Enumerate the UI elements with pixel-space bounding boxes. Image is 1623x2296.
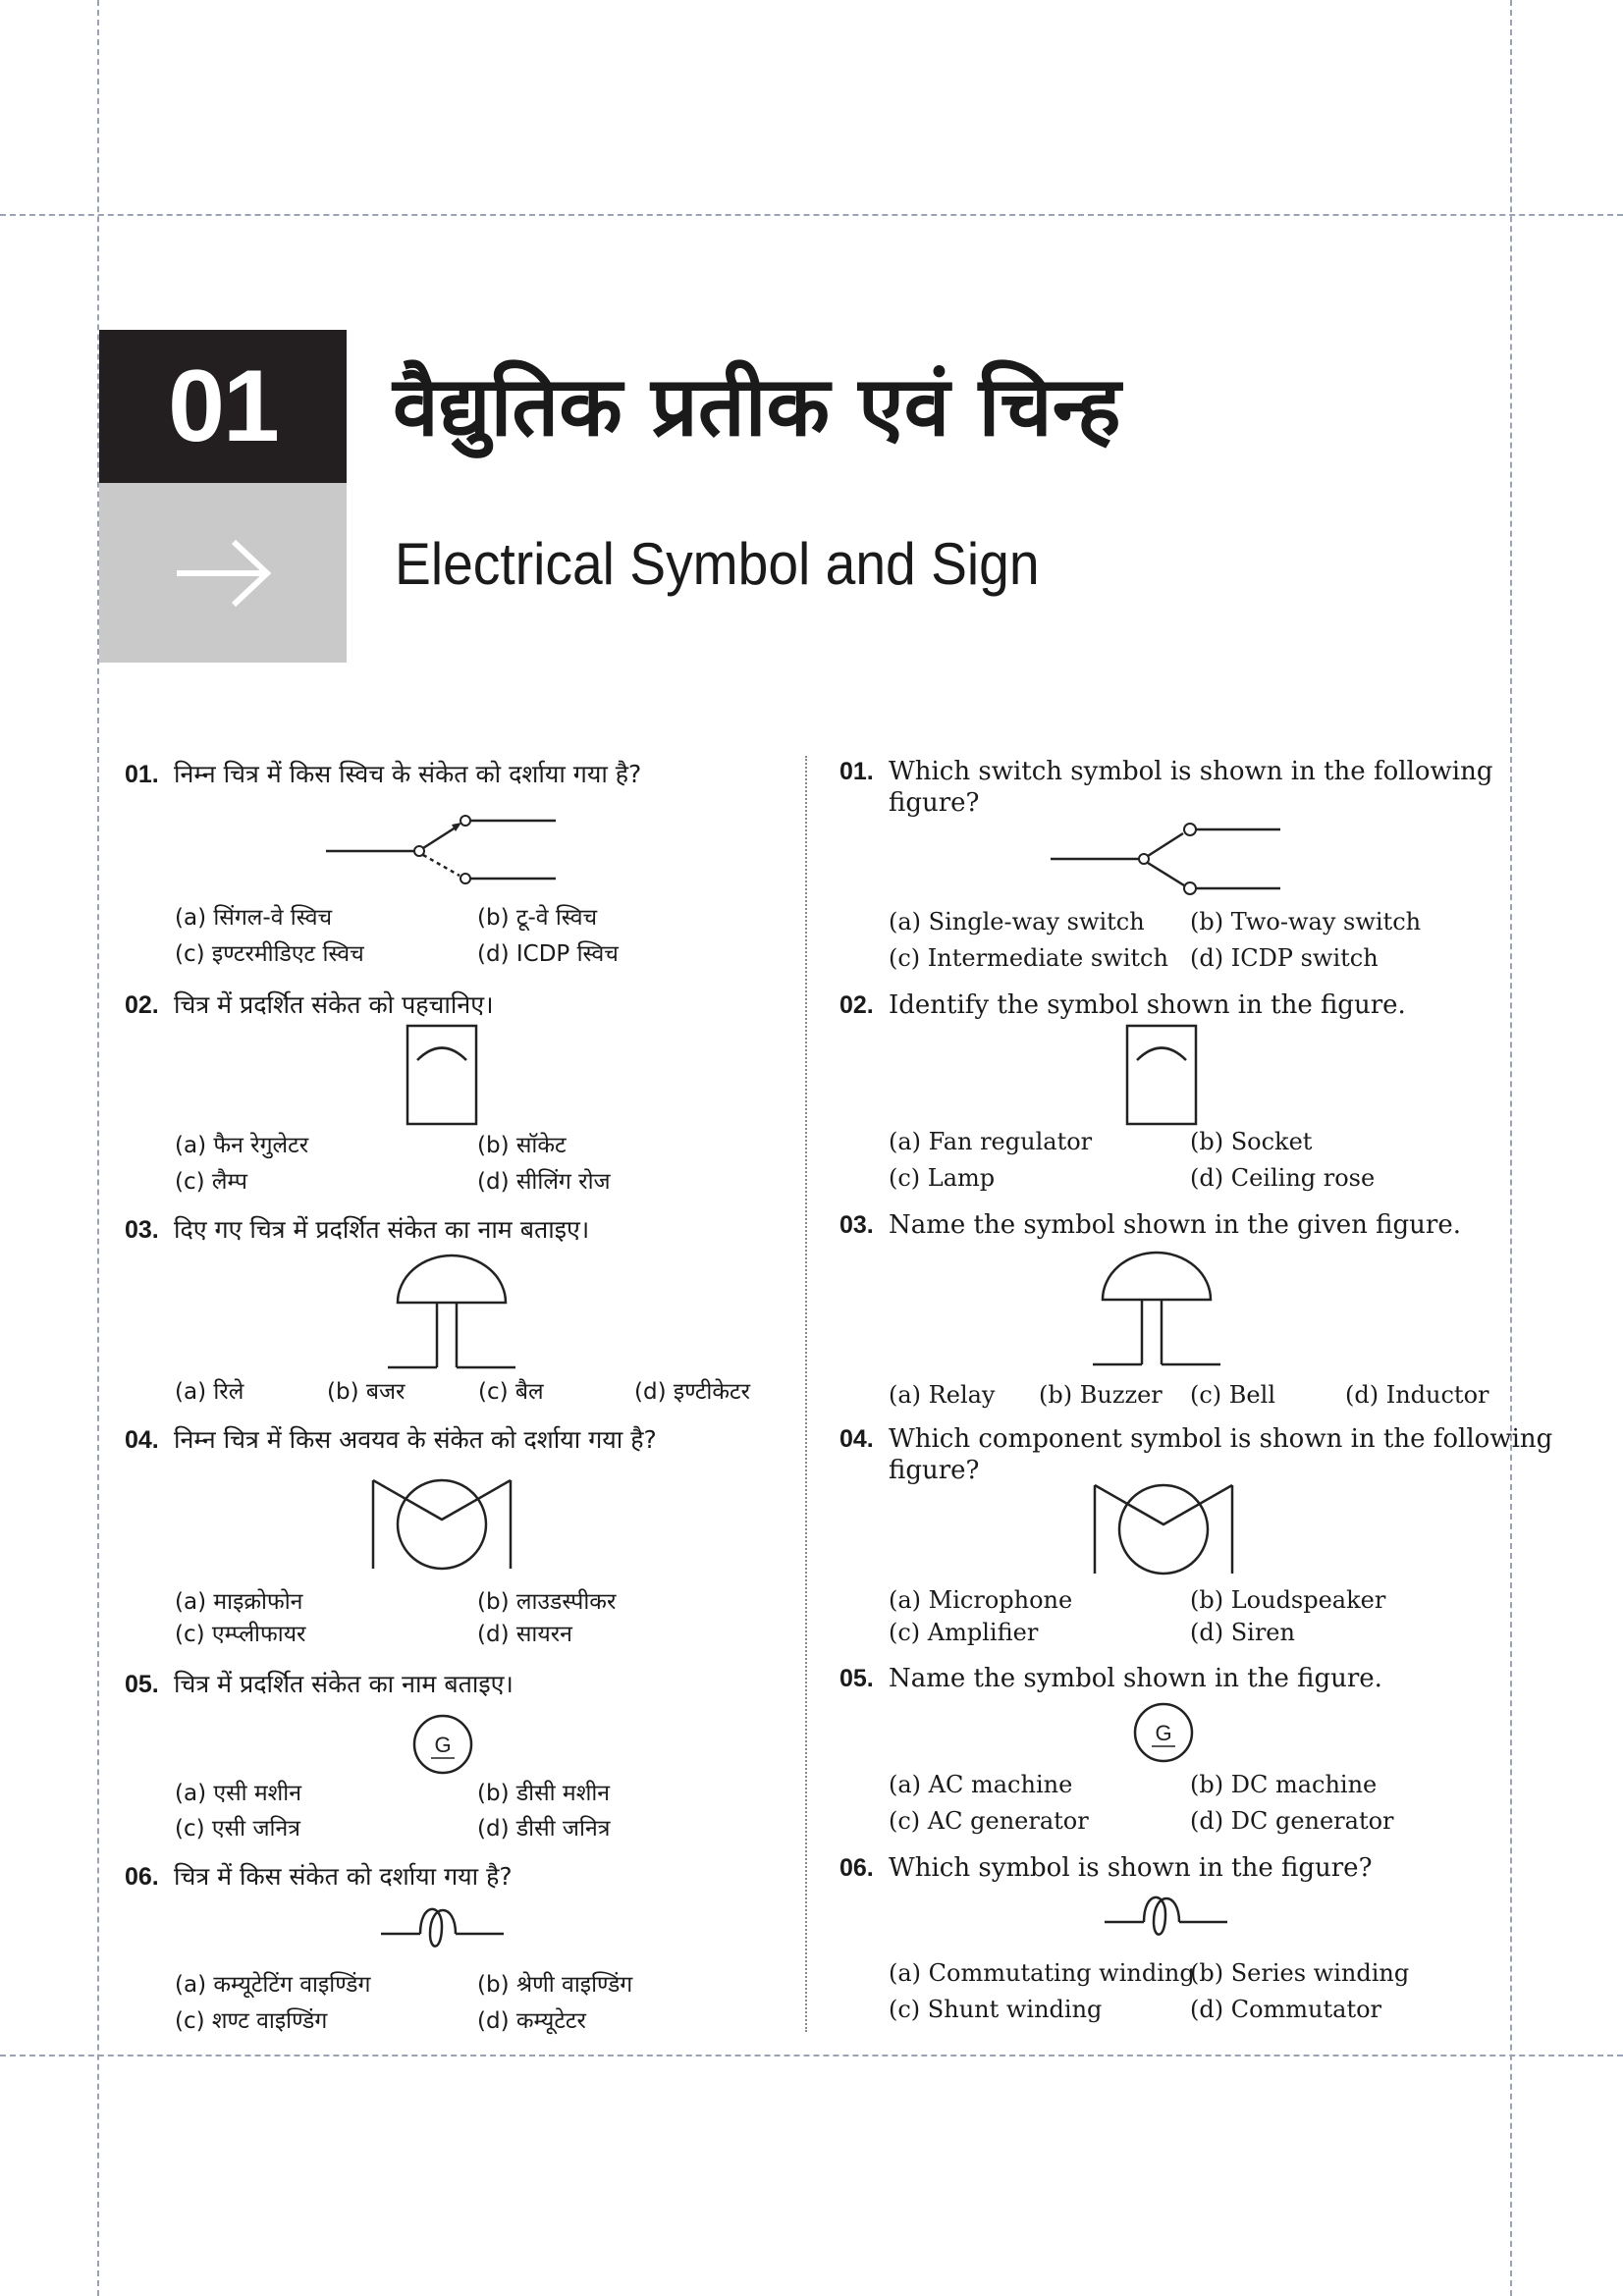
option: (b) सॉकेट (477, 1133, 567, 1158)
question-number: 06. (125, 1863, 159, 1891)
english-question-5 (839, 1663, 1382, 1694)
option: (a) Commutating winding (889, 1959, 1195, 1987)
bell-symbol-hindi (388, 1252, 515, 1374)
chapter-arrow-block (99, 483, 347, 663)
option: (c) AC generator (889, 1807, 1089, 1835)
question-number: 04. (125, 1426, 159, 1454)
question-number: 05. (839, 1665, 874, 1692)
option: (c) बैल (478, 1379, 544, 1405)
hindi-question-5 (125, 1669, 514, 1700)
english-question-4-line2: figure? (889, 1456, 980, 1485)
question-number: 01. (839, 758, 874, 785)
hindi-question-1 (125, 759, 641, 790)
question-text: दिए गए चित्र में प्रदर्शित संकेत का नाम बताइए। (174, 1215, 590, 1244)
question-number: 01. (125, 761, 159, 788)
option: (c) एसी जनित्र (175, 1816, 300, 1842)
two-way-switch-symbol-hindi (324, 807, 560, 885)
question-text: चित्र में किस संकेत को दर्शाया गया है? (174, 1862, 513, 1891)
option: (d) Commutator (1190, 1996, 1382, 2023)
question-text: Name the symbol shown in the given figure. (889, 1210, 1461, 1240)
option: (b) Buzzer (1039, 1381, 1163, 1409)
option: (b) बजर (327, 1379, 406, 1405)
option: (a) रिले (175, 1379, 244, 1405)
question-text: Name the symbol shown in the figure. (889, 1664, 1382, 1693)
ceiling-rose-symbol-english (1122, 1021, 1201, 1129)
chapter-title-hindi: वैद्युतिक प्रतीक एवं चिन्ह (393, 358, 1121, 454)
option: (b) लाउडस्पीकर (477, 1589, 617, 1615)
series-winding-symbol-hindi (381, 1904, 504, 1953)
option: (b) Loudspeaker (1190, 1586, 1386, 1614)
question-number: 03. (125, 1216, 159, 1244)
english-question-6 (839, 1852, 1373, 1884)
option: (a) Single-way switch (889, 908, 1145, 935)
question-text: Which switch symbol is shown in the following (889, 757, 1493, 786)
right-arrow-icon (169, 534, 277, 613)
option: (b) Series winding (1190, 1959, 1410, 1987)
ceiling-rose-symbol-hindi (403, 1021, 481, 1129)
chapter-number-block (99, 330, 347, 483)
hindi-question-4 (125, 1424, 657, 1456)
generator-letter: G (434, 1733, 452, 1757)
option: (d) Siren (1190, 1619, 1295, 1646)
chapter-number: 01 (168, 348, 278, 463)
option: (c) Amplifier (889, 1619, 1039, 1646)
option: (b) Two-way switch (1190, 908, 1422, 935)
question-number: 04. (839, 1425, 874, 1453)
option: (d) ICDP स्विच (477, 941, 619, 967)
crop-line-right (1510, 0, 1512, 2296)
option: (c) Shunt winding (889, 1996, 1103, 2023)
question-number: 05. (125, 1671, 159, 1698)
generator-symbol-hindi (411, 1713, 474, 1776)
bell-symbol-english (1093, 1249, 1220, 1371)
option: (c) शण्ट वाइण्डिंग (175, 2008, 328, 2034)
option: (d) Inductor (1345, 1381, 1489, 1409)
hindi-question-6 (125, 1861, 513, 1893)
option: (a) Relay (889, 1381, 996, 1409)
english-question-1-line2: figure? (889, 788, 980, 818)
option: (c) Bell (1190, 1381, 1275, 1409)
crop-line-bottom (0, 2055, 1623, 2056)
option: (a) Microphone (889, 1586, 1073, 1614)
hindi-question-2 (125, 989, 494, 1021)
option: (d) इण्टीकेटर (634, 1379, 751, 1405)
option: (a) एसी मशीन (175, 1781, 302, 1806)
column-divider (805, 756, 807, 2032)
crop-line-top (0, 214, 1623, 216)
option: (b) Socket (1190, 1128, 1313, 1155)
english-question-1 (839, 756, 1492, 787)
question-number: 02. (839, 991, 874, 1019)
english-question-4 (839, 1423, 1552, 1455)
option: (d) DC generator (1190, 1807, 1394, 1835)
option: (b) टू-वे स्विच (477, 905, 598, 931)
option: (b) DC machine (1190, 1771, 1378, 1798)
question-text: चित्र में प्रदर्शित संकेत का नाम बताइए। (174, 1670, 514, 1698)
option: (b) श्रेणी वाइण्डिंग (477, 1972, 633, 1998)
hindi-question-3 (125, 1214, 589, 1246)
chapter-title-english: Electrical Symbol and Sign (395, 531, 1040, 597)
option: (a) AC machine (889, 1771, 1073, 1798)
question-text: Which component symbol is shown in the following (889, 1424, 1553, 1454)
option: (a) फैन रेगुलेटर (175, 1133, 309, 1158)
question-text: चित्र में प्रदर्शित संकेत को पहचानिए। (174, 990, 494, 1019)
option: (a) कम्यूटेटिंग वाइण्डिंग (175, 1972, 371, 1998)
two-way-switch-symbol-english (1049, 817, 1284, 895)
generator-symbol-english (1132, 1701, 1195, 1764)
option: (d) सायरन (477, 1622, 572, 1647)
option: (c) लैम्प (175, 1169, 247, 1195)
option: (d) सीलिंग रोज (477, 1169, 611, 1195)
english-question-2 (839, 989, 1406, 1021)
option: (c) Intermediate switch (889, 944, 1168, 972)
option: (c) इण्टरमीडिएट स्विच (175, 941, 364, 967)
question-text: निम्न चित्र में किस अवयव के संकेत को दर्शाया गया है? (174, 1425, 657, 1454)
question-number: 02. (125, 991, 159, 1019)
option: (c) Lamp (889, 1164, 996, 1192)
generator-letter: G (1155, 1721, 1172, 1745)
question-text: Which symbol is shown in the figure? (889, 1853, 1373, 1883)
option: (d) कम्यूटेटर (477, 2008, 586, 2034)
option: (d) Ceiling rose (1190, 1164, 1376, 1192)
english-question-3 (839, 1209, 1461, 1241)
loudspeaker-symbol-english (1090, 1480, 1237, 1578)
option: (a) सिंगल-वे स्विच (175, 905, 333, 931)
option: (a) Fan regulator (889, 1128, 1093, 1155)
series-winding-symbol-english (1105, 1893, 1227, 1942)
question-number: 06. (839, 1854, 874, 1882)
option: (d) डीसी जनित्र (477, 1816, 611, 1842)
question-number: 03. (839, 1211, 874, 1239)
option: (a) माइक्रोफोन (175, 1589, 303, 1615)
question-text: निम्न चित्र में किस स्विच के संकेत को दर्शाया गया है? (174, 760, 642, 788)
question-text: Identify the symbol shown in the figure. (889, 990, 1406, 1020)
option: (b) डीसी मशीन (477, 1781, 611, 1806)
loudspeaker-symbol-hindi (368, 1475, 515, 1574)
option: (c) एम्प्लीफायर (175, 1622, 306, 1647)
option: (d) ICDP switch (1190, 944, 1379, 972)
